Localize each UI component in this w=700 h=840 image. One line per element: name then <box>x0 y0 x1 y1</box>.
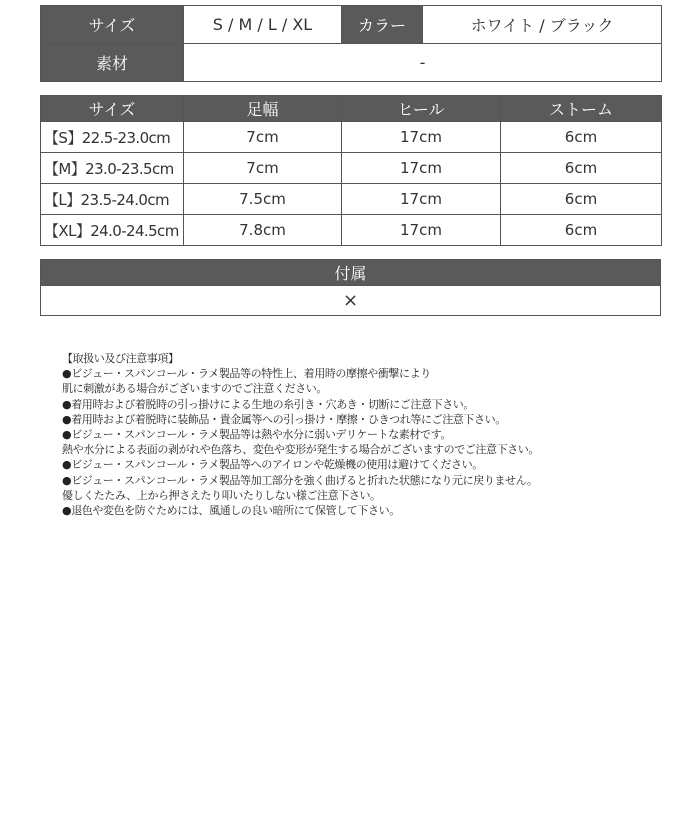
size-cell: 【S】22.5-23.0cm <box>41 122 184 153</box>
heel-cell: 17cm <box>342 184 501 215</box>
size-chart-header <box>41 96 662 122</box>
platform-cell: 6cm <box>501 122 662 153</box>
platform-cell: 6cm <box>501 215 662 246</box>
note-line: 優しくたたみ、上から押さえたり叩いたりしない様ご注意下さい。 <box>62 488 381 502</box>
note-line: ●着用時および着脱時に装飾品・貴金属等への引っ掛け・摩擦・ひきつれ等にご注意下さい。 <box>62 412 506 426</box>
notes-heading: 【取扱い及び注意事項】 <box>62 352 179 365</box>
size-chart-table <box>40 95 662 246</box>
size-cell: 【L】23.5-24.0cm <box>41 184 184 215</box>
note-line: 肌に刺激がある場合がございますのでご注意ください。 <box>62 382 327 396</box>
size-value: S / M / L / XL <box>184 6 342 44</box>
foot-width-cell: 7cm <box>184 122 342 153</box>
care-notes <box>62 351 682 518</box>
accessories-label: 付属 <box>41 260 661 286</box>
note-line: ●退色や変色を防ぐためには、風通しの良い暗所にて保管して下さい。 <box>62 504 400 518</box>
accessories-table <box>40 259 661 316</box>
size-cell: 【XL】24.0-24.5cm <box>41 215 184 246</box>
foot-width-cell: 7.8cm <box>184 215 342 246</box>
table-row <box>41 122 662 153</box>
table-row <box>41 184 662 215</box>
platform-cell: 6cm <box>501 184 662 215</box>
heel-cell: 17cm <box>342 153 501 184</box>
size-label: サイズ <box>41 6 184 44</box>
color-label: カラー <box>342 6 423 44</box>
material-label: 素材 <box>41 44 184 82</box>
header-platform: ストーム <box>501 96 662 122</box>
material-value: - <box>184 44 662 82</box>
heel-cell: 17cm <box>342 122 501 153</box>
note-line: 熱や水分による表面の剥がれや色落ち、変色や変形が発生する場合がございますのでご注意下さい。 <box>62 443 539 457</box>
size-cell: 【M】23.0-23.5cm <box>41 153 184 184</box>
note-line: ●ビジュー・スパンコール・ラメ製品等へのアイロンや乾燥機の使用は避けてください。 <box>62 458 483 472</box>
foot-width-cell: 7.5cm <box>184 184 342 215</box>
foot-width-cell: 7cm <box>184 153 342 184</box>
spec-table <box>40 5 662 82</box>
header-size: サイズ <box>41 96 184 122</box>
header-foot-width: 足幅 <box>184 96 342 122</box>
platform-cell: 6cm <box>501 153 662 184</box>
accessories-value: × <box>41 286 661 316</box>
note-line: ●ビジュー・スパンコール・ラメ製品等の特性上、着用時の摩擦や衝撃により <box>62 367 431 381</box>
note-line: ●ビジュー・スパンコール・ラメ製品等は熱や水分に弱いデリケートな素材です。 <box>62 428 451 442</box>
header-heel: ヒール <box>342 96 501 122</box>
table-row <box>41 215 662 246</box>
note-line: ●着用時および着脱時の引っ掛けによる生地の糸引き・穴あき・切断にご注意下さい。 <box>62 397 474 411</box>
note-line: ●ビジュー・スパンコール・ラメ製品等加工部分を強く曲げると折れた状態になり元に戻りません。 <box>62 473 538 487</box>
heel-cell: 17cm <box>342 215 501 246</box>
color-value: ホワイト / ブラック <box>423 6 662 44</box>
table-row <box>41 153 662 184</box>
